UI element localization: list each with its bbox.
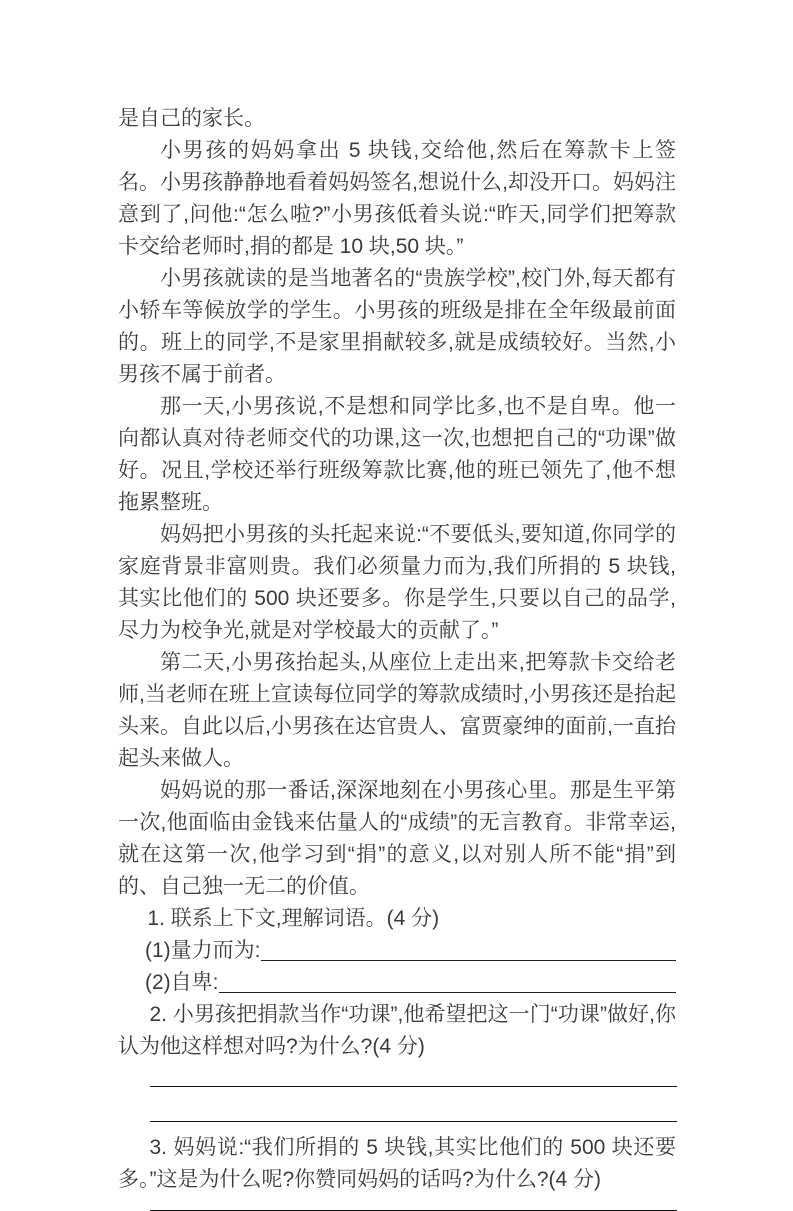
passage-paragraph-7: 妈妈说的那一番话,深深地刻在小男孩心里。那是生平第一次,他面临由金钱来估量人的“成绩”的无言教育。非常幸运,就在这第一次,他学习到“捐”的意义,以对别人所不能“捐”到的、自己独一无二的价值。 xyxy=(118,779,676,898)
question-1-item-2 xyxy=(118,967,676,999)
questions-section xyxy=(118,903,676,1211)
answer-blank-line xyxy=(219,967,677,993)
answer-line xyxy=(150,1086,677,1087)
passage-paragraph-6: 第二天,小男孩抬起头,从座位上走出来,把筹款卡交给老师,当老师在班上宣读每位同学的筹款成绩时,小男孩还是抬起头来。自此以后,小男孩在达官贵人、富贾豪绅的面前,一直抬起头来做人。 xyxy=(118,651,676,770)
passage-paragraph-3: 小男孩就读的是当地著名的“贵族学校”,校门外,每天都有小轿车等候放学的学生。小男孩的班级是排在全年级最前面的。班上的同学,不是家里捐献较多,就是成绩较好。当然,小男孩不属于前者。 xyxy=(118,267,676,386)
answer-blank-line xyxy=(261,935,677,961)
question-1-item-1 xyxy=(118,935,676,967)
answer-line xyxy=(150,1121,677,1122)
question-1-text: 1. 联系上下文,理解词语。(4 分) xyxy=(147,907,440,930)
passage-paragraph-5: 妈妈把小男孩的头托起来说:“不要低头,要知道,你同学的家庭背景非富则贵。我们必须量力而为,我们所捐的 5 块钱,其实比他们的 500 块还要多。你是学生,只要以自己的品学,尽力为校争光,就是对学校最大的贡献了。” xyxy=(118,523,676,642)
fill-label-zibei: (2)自卑: xyxy=(145,971,219,994)
question-3-text: 3. 妈妈说:“我们所捐的 5 块钱,其实比他们的 500 块还要多。”这是为什么呢?你赞同妈妈的话吗?为什么?(4 分) xyxy=(118,1136,676,1191)
passage-paragraph-2: 小男孩的妈妈拿出 5 块钱,交给他,然后在筹款卡上签名。小男孩静静地看着妈妈签名,想说什么,却没开口。妈妈注意到了,问他:“怎么啦?”小男孩低着头说:“昨天,同学们把筹款卡交给老师时,捐的都是 10 块,50 块。” xyxy=(118,139,676,258)
reading-passage xyxy=(118,103,676,903)
passage-paragraph-4: 那一天,小男孩说,不是想和同学比多,也不是自卑。他一向都认真对待老师交代的功课,这一次,也想把自己的“功课”做好。况且,学校还举行班级筹款比赛,他的班已领先了,他不想拖累整班。 xyxy=(118,395,676,514)
question-2-text: 2. 小男孩把捐款当作“功课”,他希望把这一门“功课”做好,你认为他这样想对吗?为什么?(4 分) xyxy=(118,1003,676,1058)
fill-label-liangli-erwei: (1)量力而为: xyxy=(145,939,261,962)
passage-paragraph-1: 是自己的家长。 xyxy=(118,107,265,130)
